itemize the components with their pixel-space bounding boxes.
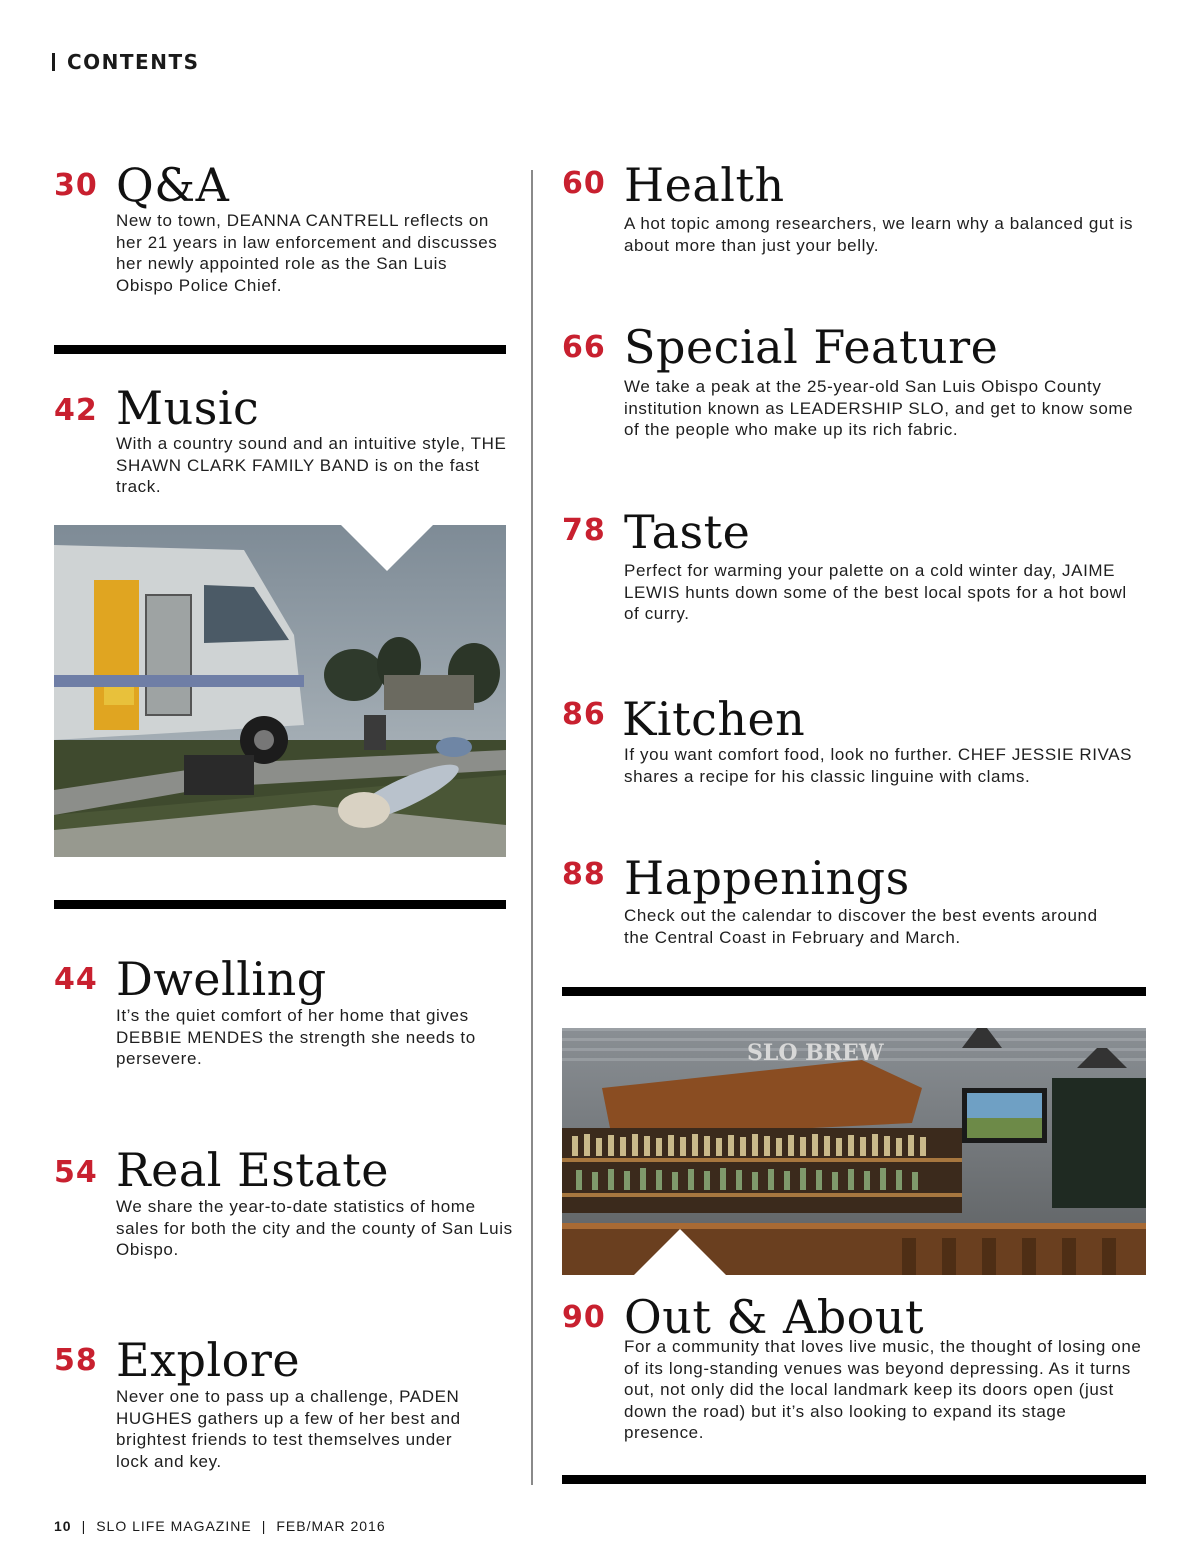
header-bar: [52, 53, 55, 71]
entry-title: Special Feature: [624, 320, 999, 374]
entry-title: Happenings: [624, 851, 910, 905]
entry-page-number: 90: [562, 1300, 606, 1335]
section-rule: [54, 345, 506, 354]
header-label: CONTENTS: [67, 50, 200, 74]
entry-title: Q&A: [116, 158, 230, 212]
entry-description: Perfect for warming your palette on a cold winter day, JAIME LEWIS hunts down some of the best local spots for a hot bowl of curry.: [624, 561, 1127, 623]
entry-description: Check out the calendar to discover the best events around the Central Coast in February and March.: [624, 906, 1098, 947]
entry-title: Kitchen: [622, 692, 806, 746]
section-header: [52, 50, 200, 74]
entry-page-number: 54: [54, 1155, 98, 1190]
entry-page-number: 86: [562, 697, 606, 732]
footer-page-number: 10: [54, 1518, 72, 1534]
section-rule: [54, 900, 506, 909]
entry-description: New to town, DEANNA CANTRELL reflects on her 21 years in law enforcement and discusses her newly appointed role as the San Luis Obispo Police Chief.: [116, 211, 498, 295]
entry-title: Music: [116, 381, 260, 435]
footer-issue: FEB/MAR 2016: [276, 1518, 386, 1534]
entry-description: We take a peak at the 25-year-old San Luis Obispo County institution known as LEADERSHIP SLO, and get to know some of the people who make up its rich fabric.: [624, 377, 1134, 439]
column-divider: [531, 170, 533, 1485]
entry-page-number: 60: [562, 166, 606, 201]
entry-description: With a country sound and an intuitive style, THE SHAWN CLARK FAMILY BAND is on the fast track.: [116, 434, 507, 496]
entry-description: It’s the quiet comfort of her home that gives DEBBIE MENDES the strength she needs to persevere.: [116, 1006, 476, 1068]
entry-page-number: 78: [562, 513, 606, 548]
footer-magazine: SLO LIFE MAGAZINE: [96, 1518, 252, 1534]
entry-page-number: 30: [54, 168, 98, 203]
entry-title: Explore: [116, 1333, 301, 1387]
entry-page-number: 88: [562, 857, 606, 892]
page-footer: 10 | SLO LIFE MAGAZINE | FEB/MAR 2016: [54, 1518, 386, 1534]
entry-title: Dwelling: [116, 952, 327, 1006]
entry-description: For a community that loves live music, the thought of losing one of its long-standing venues was beyond depressing. As it turns out, not only did the local landmark keep its doors open (just down the road) but it’s also looking to expand its stage presence.: [624, 1337, 1142, 1442]
section-rule: [562, 1475, 1146, 1484]
entry-title: Taste: [624, 505, 751, 559]
entry-description: If you want comfort food, look no further. CHEF JESSIE RIVAS shares a recipe for his classic linguine with clams.: [624, 745, 1133, 786]
entry-title: Real Estate: [116, 1143, 389, 1197]
entry-title: Out & About: [624, 1290, 924, 1344]
entry-title: Health: [624, 158, 785, 212]
entry-page-number: 44: [54, 962, 98, 997]
out-and-about-photo: [562, 1028, 1146, 1275]
entry-description: We share the year-to-date statistics of home sales for both the city and the county of San Luis Obispo.: [116, 1197, 513, 1259]
entry-page-number: 58: [54, 1343, 98, 1378]
entry-description: A hot topic among researchers, we learn why a balanced gut is about more than just your belly.: [624, 214, 1134, 255]
bar-sign-text: SLO BREW: [747, 1040, 884, 1066]
section-rule: [562, 987, 1146, 996]
entry-description: Never one to pass up a challenge, PADEN HUGHES gathers up a few of her best and brightest friends to test themselves under lock and key.: [116, 1387, 461, 1471]
music-photo: [54, 525, 506, 857]
entry-page-number: 42: [54, 393, 98, 428]
entry-page-number: 66: [562, 330, 606, 365]
